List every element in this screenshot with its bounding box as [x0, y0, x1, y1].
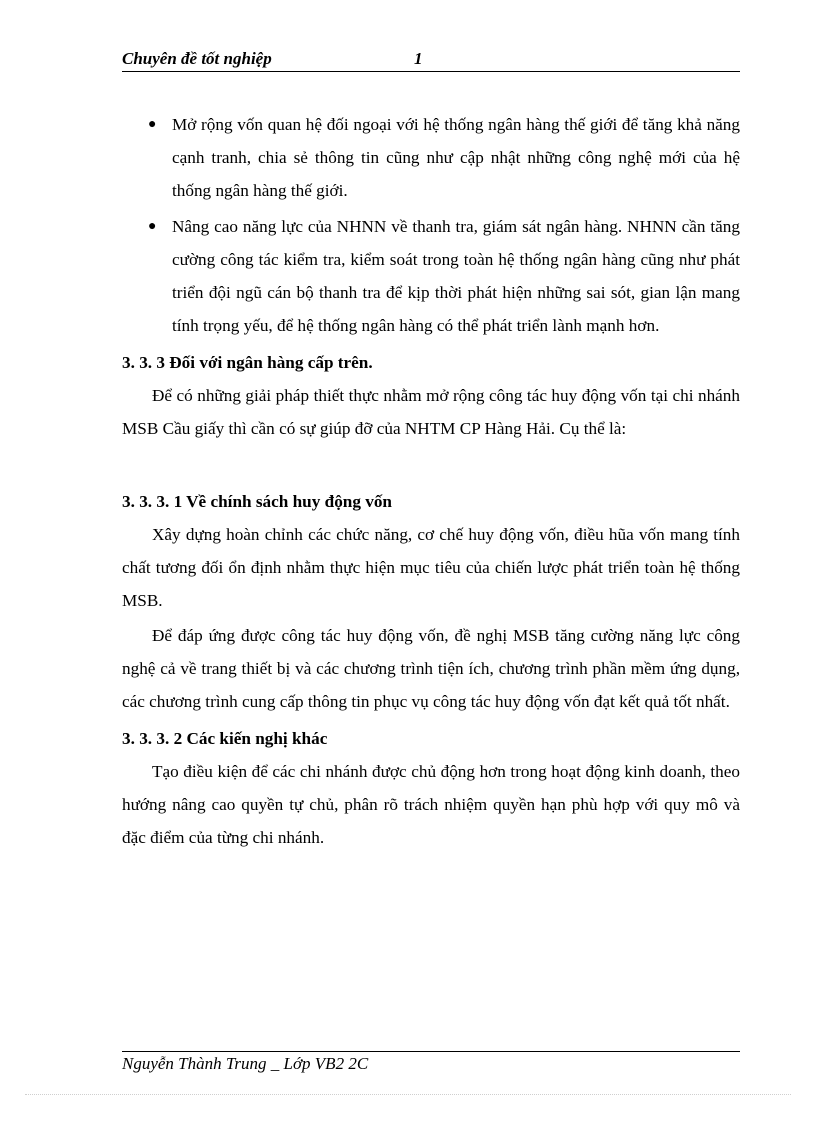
footer-author: Nguyễn Thành Trung _ Lớp VB2 2C	[122, 1054, 369, 1073]
section-heading-3-3-3-2: 3. 3. 3. 2 Các kiến nghị khác	[122, 729, 328, 748]
paragraph: Tạo điều kiện để các chi nhánh được chủ động hơn trong hoạt động kinh doanh, theo hướng nâng cao quyền tự chủ, phân rõ trách nhiệm quyền hạn phù hợp với quy mô và đặc điểm của từng chi nhánh.	[122, 762, 740, 847]
bullet-icon: ●	[148, 117, 157, 132]
bullet-list	[122, 108, 740, 342]
list-item	[122, 210, 740, 342]
document-title: Chuyên đề tốt nghiệp	[122, 49, 272, 68]
page-edge-divider	[25, 1094, 791, 1095]
page-number: 1	[414, 49, 423, 68]
bullet-icon: ●	[148, 219, 157, 234]
page-header	[122, 49, 740, 72]
list-item-text: Nâng cao năng lực của NHNN về thanh tra, giám sát ngân hàng. NHNN cần tăng cường công tác kiểm tra, kiểm soát trong toàn hệ thống ngân hàng cũng như phát triển đội ngũ cán bộ thanh tra để kịp thời phát hiện những sai sót, gian lận mang tính trọng yếu, để hệ thống ngân hàng có thể phát triển lành mạnh hơn.	[172, 217, 740, 335]
paragraph: Để đáp ứng được công tác huy động vốn, đề nghị MSB tăng cường năng lực công nghệ cả về trang thiết bị và các chương trình tiện ích, chương trình phần mềm ứng dụng, các chương trình cung cấp thông tin phục vụ công tác huy động vốn đạt kết quả tốt nhất.	[122, 626, 740, 711]
paragraph: Xây dựng hoàn chỉnh các chức năng, cơ chế huy động vốn, điều hũa vốn mang tính chất tương đối ổn định nhằm thực hiện mục tiêu của chiến lược phát triển toàn hệ thống MSB.	[122, 525, 740, 610]
page-footer	[122, 1051, 740, 1074]
section-heading-3-3-3: 3. 3. 3 Đối với ngân hàng cấp trên.	[122, 353, 373, 372]
page-content	[122, 108, 740, 856]
paragraph: Để có những giải pháp thiết thực nhằm mở rộng công tác huy động vốn tại chi nhánh MSB Cầu giấy thì cần có sự giúp đỡ của NHTM CP Hàng Hải. Cụ thể là:	[122, 386, 740, 438]
list-item	[122, 108, 740, 207]
list-item-text: Mở rộng vốn quan hệ đối ngoại với hệ thống ngân hàng thế giới để tăng khả năng cạnh tranh, chia sẻ thông tin cũng như cập nhật những công nghệ mới của hệ thống ngân hàng thế giới.	[172, 115, 740, 200]
section-heading-3-3-3-1: 3. 3. 3. 1 Về chính sách huy động vốn	[122, 492, 392, 511]
